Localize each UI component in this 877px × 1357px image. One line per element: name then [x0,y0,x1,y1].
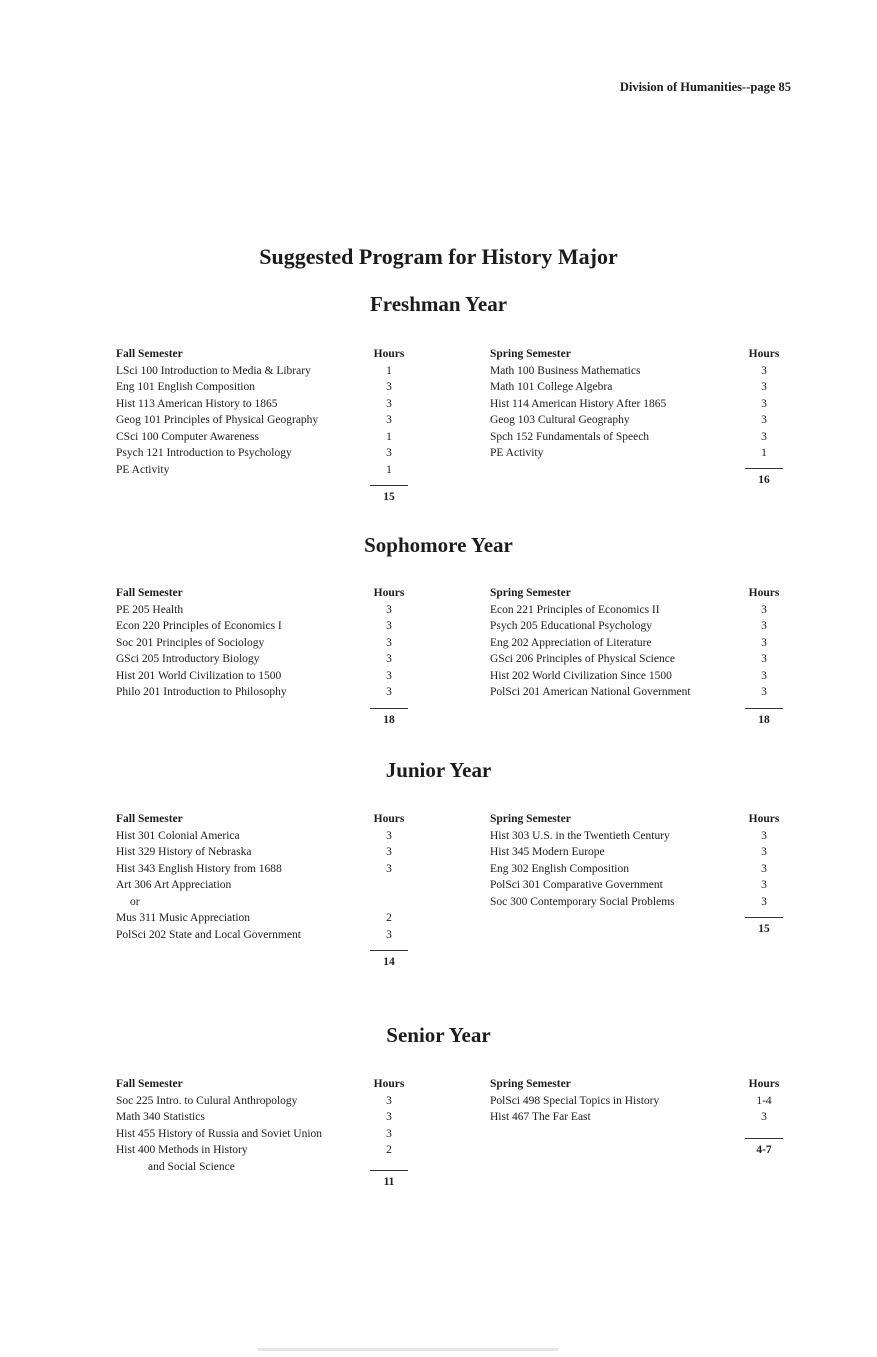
page-title: Suggested Program for History Major [259,244,618,269]
course-name: PolSci 498 Special Topics in History [490,1094,660,1107]
hours-label: Hours [748,587,780,599]
course-row [116,1159,416,1176]
course-hours: 3 [386,447,392,459]
course-name: Eng 302 English Composition [490,862,629,875]
course-name: Hist 345 Modern Europe [490,846,605,858]
course-name: PolSci 202 State and Local Government [116,928,301,941]
course-hours: 3 [761,364,767,377]
course-hours: 3 [386,862,392,875]
semester-label: Spring Semester [490,587,571,599]
course-row [490,668,790,685]
hours-label: Hours [748,813,780,825]
hours-label: Hours [373,587,405,599]
course-hours: 3 [761,829,767,842]
course-row [116,379,416,396]
course-hours: 3 [386,381,392,393]
freshman-fall-semester [116,346,416,503]
course-hours: 3 [761,879,767,891]
course-name: CSci 100 Computer Awareness [116,430,259,443]
year-title-senior: Senior Year [386,1023,491,1047]
course-name: Hist 329 History of Nebraska [116,846,252,858]
course-row [490,396,790,413]
course-hours: 3 [386,397,392,410]
semester-total: 18 [383,714,395,726]
total-rule [370,485,408,486]
senior-fall-semester [116,1076,416,1188]
course-row [116,429,416,446]
course-name: Math 340 Statistics [116,1111,205,1123]
course-name: Psych 121 Introduction to Psychology [116,447,292,459]
course-hours: 3 [386,669,392,682]
course-name: Hist 301 Colonial America [116,829,240,842]
course-name: Hist 400 Methods in History [116,1144,248,1156]
course-hours: 3 [761,620,767,632]
course-name: LSci 100 Introduction to Media & Library [116,364,311,377]
course-name: Eng 101 English Composition [116,381,255,393]
course-row [490,363,790,380]
course-hours: 3 [761,636,767,649]
semester-label: Fall Semester [116,348,183,360]
junior-fall-semester [116,811,416,968]
semester-total: 16 [758,474,770,486]
course-row [116,1109,416,1126]
course-row [490,877,790,894]
course-name: Hist 114 American History After 1865 [490,397,667,410]
course-name: PE Activity [490,447,544,459]
course-name: Math 101 College Algebra [490,381,613,393]
semester-label: Spring Semester [490,1078,571,1090]
course-name: Hist 201 World Civilization to 1500 [116,669,282,682]
course-hours: 2 [386,912,392,924]
semester-label: Fall Semester [116,813,183,825]
total-rule [745,917,783,918]
course-row [490,379,790,396]
course-name: Mus 311 Music Appreciation [116,912,251,924]
course-hours: 3 [761,686,767,698]
semester-total: 14 [383,956,395,968]
course-row [490,635,790,652]
course-row [116,877,416,894]
course-hours: 3 [761,862,767,875]
course-row [490,602,790,619]
course-hours: 3 [386,414,392,426]
course-name: Econ 220 Principles of Economics I [116,620,282,632]
semester-label: Spring Semester [490,348,571,360]
course-hours: 3 [761,653,767,665]
course-hours: 1 [386,430,392,443]
course-hours: 1 [386,463,392,476]
course-name: Geog 103 Cultural Geography [490,414,630,426]
course-hours: 3 [386,636,392,649]
course-row [490,445,790,462]
course-name: PolSci 301 Comparative Government [490,879,663,891]
course-name: Eng 202 Appreciation of Literature [490,636,652,649]
course-name: Geog 101 Principles of Physical Geography [116,414,319,426]
course-row [116,894,416,911]
course-row [116,1126,416,1143]
course-hours: 3 [761,397,767,410]
course-name: PE 205 Health [116,603,184,616]
course-row [116,910,416,927]
course-name: Hist 343 English History from 1688 [116,862,282,875]
course-row [490,618,790,635]
course-name: Art 306 Art Appreciation [116,879,232,891]
course-hours: 1 [386,364,392,377]
course-name: Soc 201 Principles of Sociology [116,636,265,649]
year-title-junior: Junior Year [385,758,492,782]
course-row [116,635,416,652]
course-row [490,828,790,845]
course-name: GSci 206 Principles of Physical Science [490,653,675,665]
course-row [116,445,416,462]
course-hours: 1 [761,447,767,459]
course-row [490,894,790,911]
course-hours: 3 [761,414,767,426]
course-row [116,396,416,413]
course-name: Spch 152 Fundamentals of Speech [490,430,650,443]
course-hours: 3 [386,686,392,698]
course-hours: 3 [761,895,767,908]
semester-total: 4-7 [756,1144,772,1156]
course-row [116,861,416,878]
total-rule [370,950,408,951]
course-hours: 3 [386,928,392,941]
year-title-freshman: Freshman Year [369,292,508,316]
page-header: Division of Humanities--page 85 [619,80,791,94]
year-title-sophomore: Sophomore Year [364,533,513,557]
course-row [116,1142,416,1159]
course-row [116,1093,416,1110]
freshman-spring-semester [490,346,790,486]
semester-total: 11 [383,1176,395,1188]
course-row [116,844,416,861]
total-rule [370,708,408,709]
course-row [116,363,416,380]
course-hours: 1-4 [756,1094,772,1107]
hours-label: Hours [373,813,405,825]
scan-artifact [258,1348,558,1351]
course-row [490,1093,790,1110]
course-hours: 3 [761,603,767,616]
course-name: Math 100 Business Mathematics [490,364,641,377]
course-hours: 3 [761,846,767,858]
course-row [116,684,416,701]
senior-spring-semester [490,1076,790,1156]
course-name: Psych 205 Educational Psychology [490,620,652,632]
course-row [116,668,416,685]
semester-total: 15 [383,491,395,503]
course-hours: 3 [386,1094,392,1107]
sophomore-fall-semester [116,585,416,726]
course-hours: 3 [761,669,767,682]
semester-total: 18 [758,714,770,726]
course-row [490,684,790,701]
course-name: Philo 201 Introduction to Philosophy [116,686,287,698]
course-row [116,618,416,635]
course-row [490,429,790,446]
course-name: GSci 205 Introductory Biology [116,653,260,665]
semester-label: Fall Semester [116,587,183,599]
course-hours: 3 [386,1111,392,1123]
course-name: or [130,895,140,908]
course-row [116,828,416,845]
course-row [490,651,790,668]
hours-label: Hours [748,1078,780,1090]
course-hours: 2 [386,1144,392,1156]
course-name: and Social Science [148,1160,235,1173]
course-name: Soc 225 Intro. to Culural Anthropology [116,1094,298,1107]
course-hours: 3 [761,430,767,443]
semester-label: Fall Semester [116,1078,183,1090]
hours-label: Hours [748,348,780,360]
course-row [116,651,416,668]
course-hours: 3 [386,620,392,632]
total-rule [745,1138,783,1139]
course-hours: 3 [386,846,392,858]
total-rule [370,1170,408,1171]
total-rule [745,468,783,469]
course-hours: 3 [386,653,392,665]
semester-label: Spring Semester [490,813,571,825]
course-name: Soc 300 Contemporary Social Problems [490,895,675,908]
course-hours: 3 [386,829,392,842]
junior-spring-semester [490,811,790,935]
course-name: Econ 221 Principles of Economics II [490,603,660,616]
course-row [116,927,416,944]
course-row [116,462,416,479]
course-row [490,1109,790,1126]
course-hours: 3 [386,1127,392,1140]
course-name: PolSci 201 American National Government [490,686,691,698]
course-row [116,412,416,429]
course-row [490,412,790,429]
course-name: PE Activity [116,463,170,476]
course-row [490,861,790,878]
course-hours: 3 [761,1111,767,1123]
hours-label: Hours [373,348,405,360]
sophomore-spring-semester [490,585,790,726]
course-name: Hist 455 History of Russia and Soviet Union [116,1127,323,1140]
total-rule [745,708,783,709]
hours-label: Hours [373,1078,405,1090]
semester-total: 15 [758,923,770,935]
course-hours: 3 [386,603,392,616]
course-row [116,602,416,619]
course-name: Hist 202 World Civilization Since 1500 [490,669,672,682]
course-name: Hist 467 The Far East [490,1111,591,1123]
course-name: Hist 303 U.S. in the Twentieth Century [490,829,670,842]
course-row [490,844,790,861]
course-hours: 3 [761,381,767,393]
course-name: Hist 113 American History to 1865 [116,397,278,410]
